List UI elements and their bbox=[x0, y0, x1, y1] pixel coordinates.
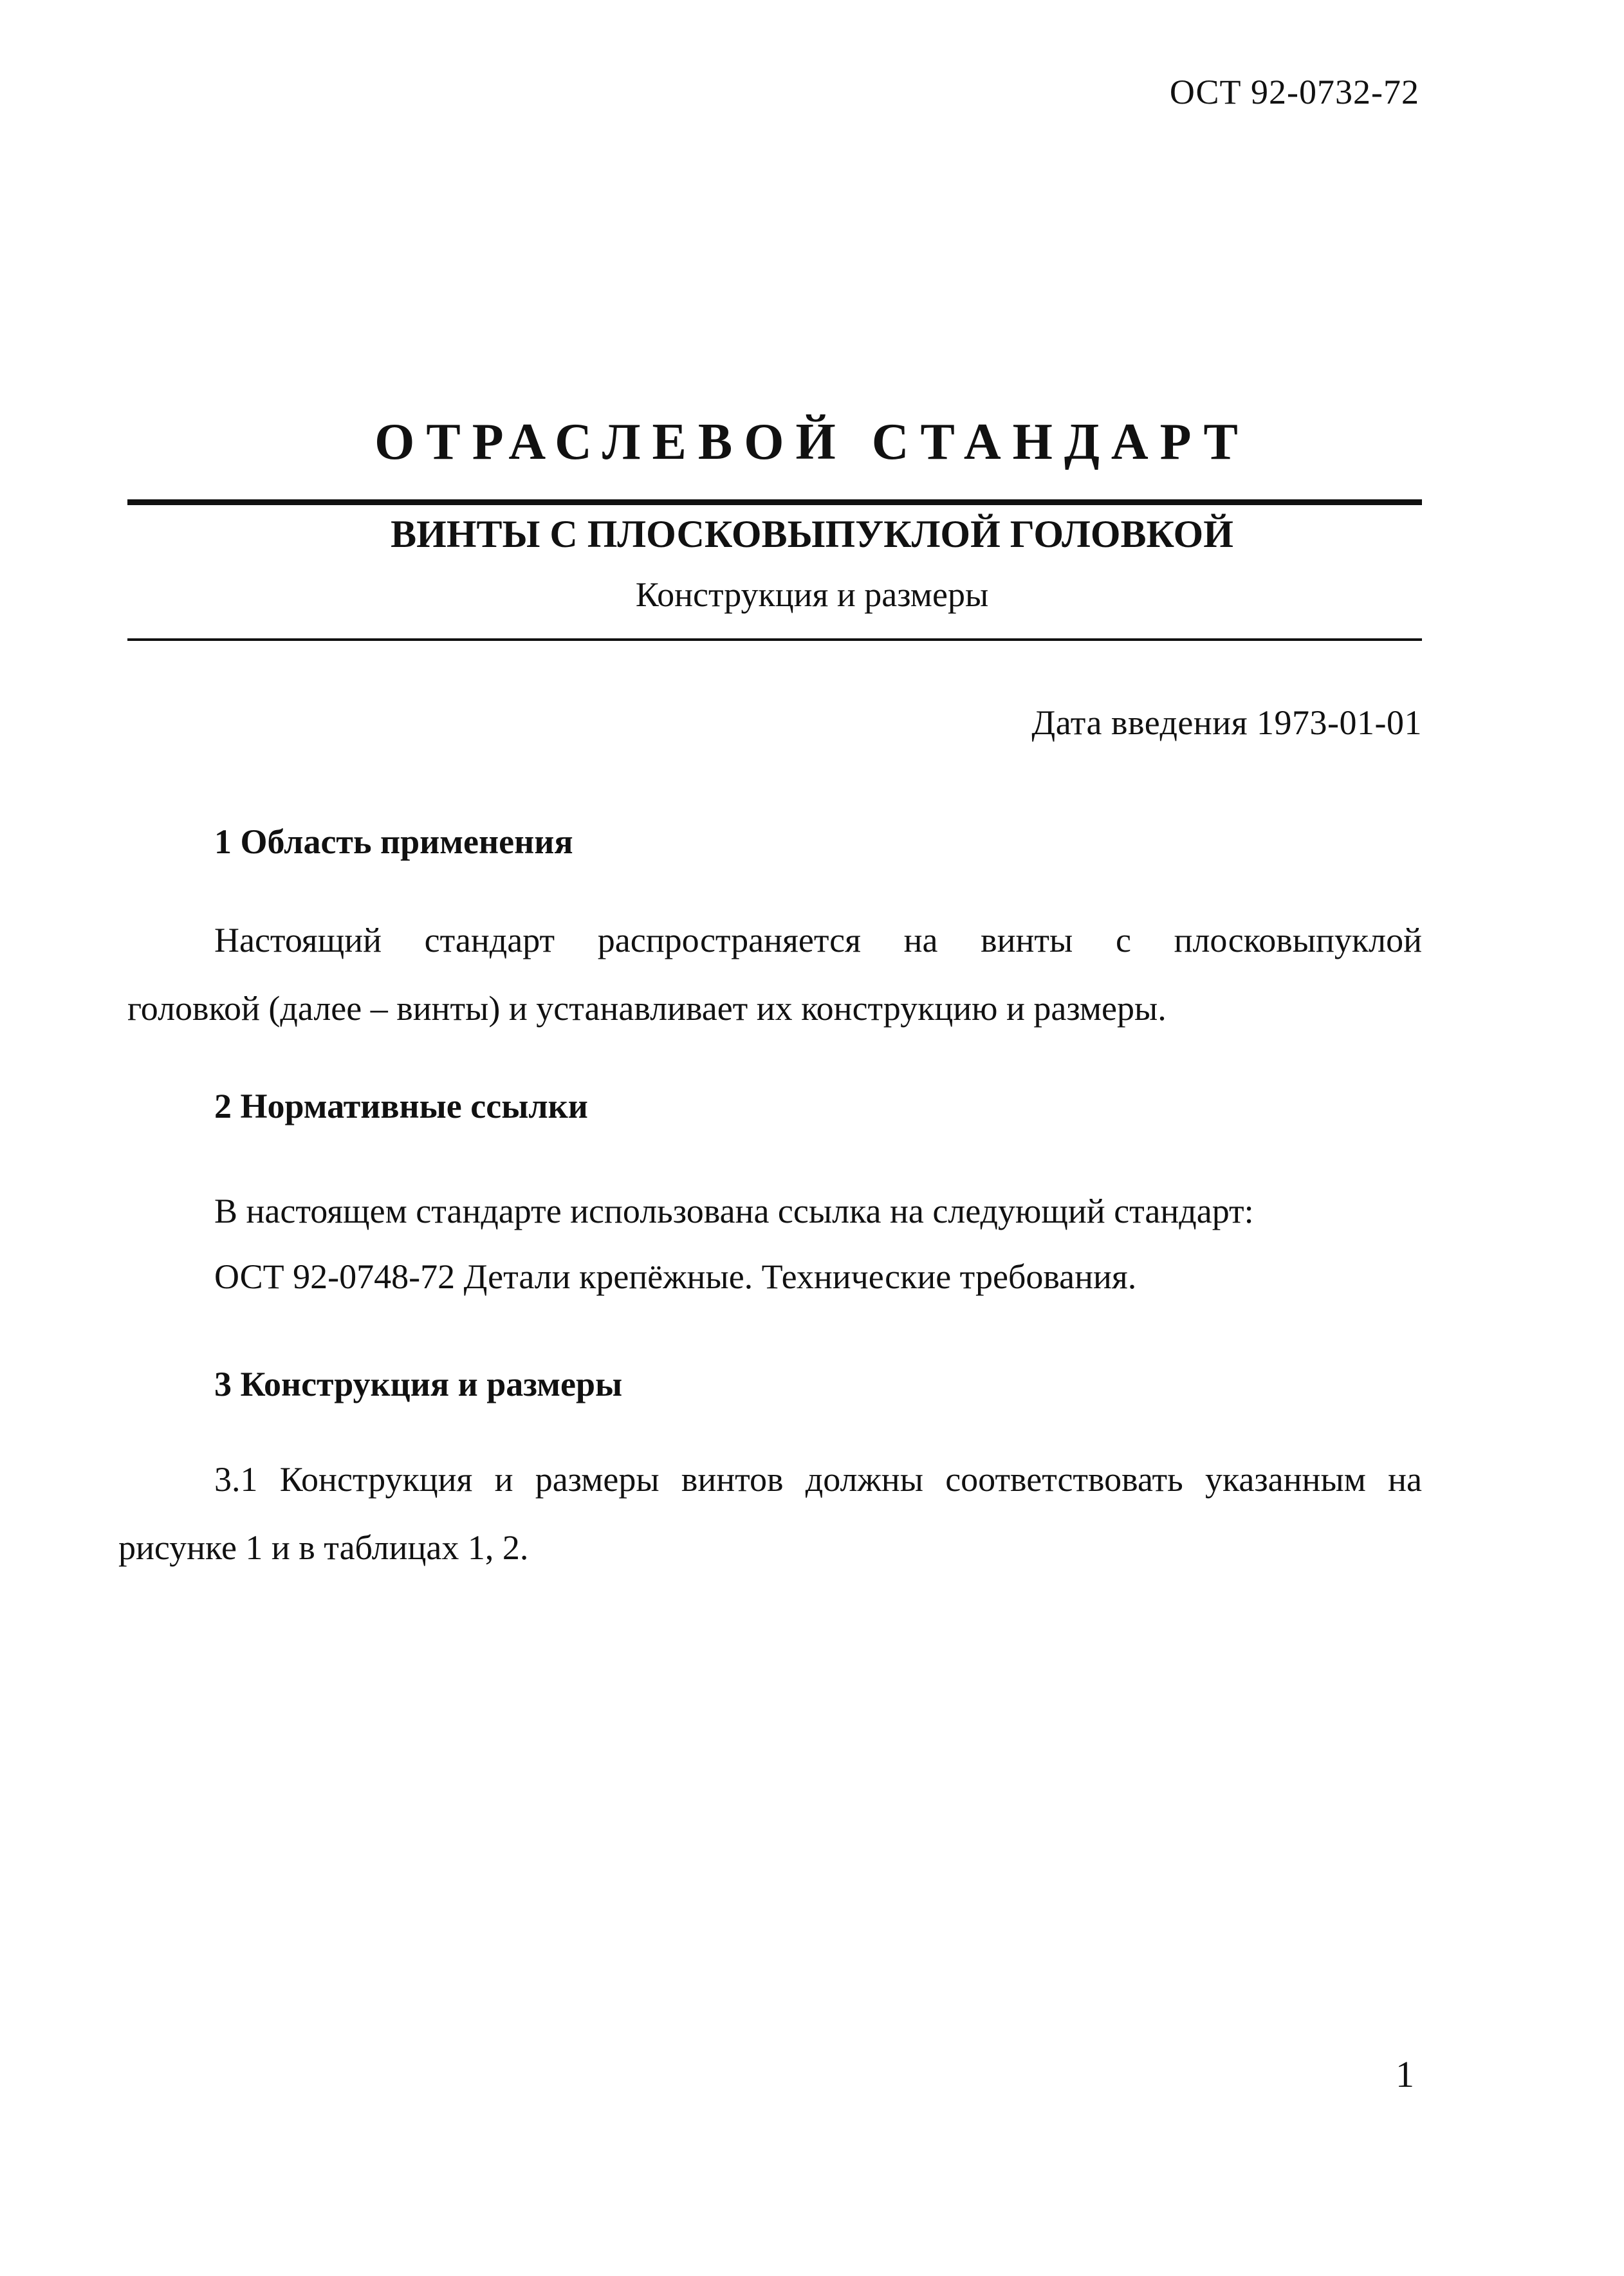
paragraph-line: Настоящий стандарт распространяется на винты с плосковыпуклой bbox=[214, 921, 1422, 959]
standard-subtitle: Конструкция и размеры bbox=[635, 575, 989, 614]
paragraph-line: рисунке 1 и в таблицах 1, 2. bbox=[118, 1528, 529, 1567]
paragraph-line: головкой (далее – винты) и устанавливает их конструкцию и размеры. bbox=[127, 989, 1167, 1028]
section-heading-scope: 1 Область применения bbox=[214, 822, 573, 861]
paragraph-line: 3.1 Конструкция и размеры винтов должны соответствовать указанным на bbox=[214, 1460, 1422, 1499]
page-number: 1 bbox=[1396, 2053, 1414, 2095]
paragraph-line: ОСТ 92-0748-72 Детали крепёжные. Технические требования. bbox=[214, 1257, 1137, 1296]
section-heading-design: 3 Конструкция и размеры bbox=[214, 1365, 623, 1403]
standard-subject-title: ВИНТЫ С ПЛОСКОВЫПУКЛОЙ ГОЛОВКОЙ bbox=[391, 513, 1233, 555]
document-code: ОСТ 92-0732-72 bbox=[1169, 73, 1419, 111]
section-heading-references: 2 Нормативные ссылки bbox=[214, 1087, 588, 1125]
standard-type-title: ОТРАСЛЕВОЙ СТАНДАРТ bbox=[374, 414, 1250, 470]
paragraph-line: В настоящем стандарте использована ссылка на следующий стандарт: bbox=[214, 1192, 1254, 1230]
title-divider-thick bbox=[127, 499, 1422, 505]
title-divider-thin bbox=[127, 638, 1422, 641]
introduction-date: Дата введения 1973-01-01 bbox=[1031, 703, 1422, 742]
